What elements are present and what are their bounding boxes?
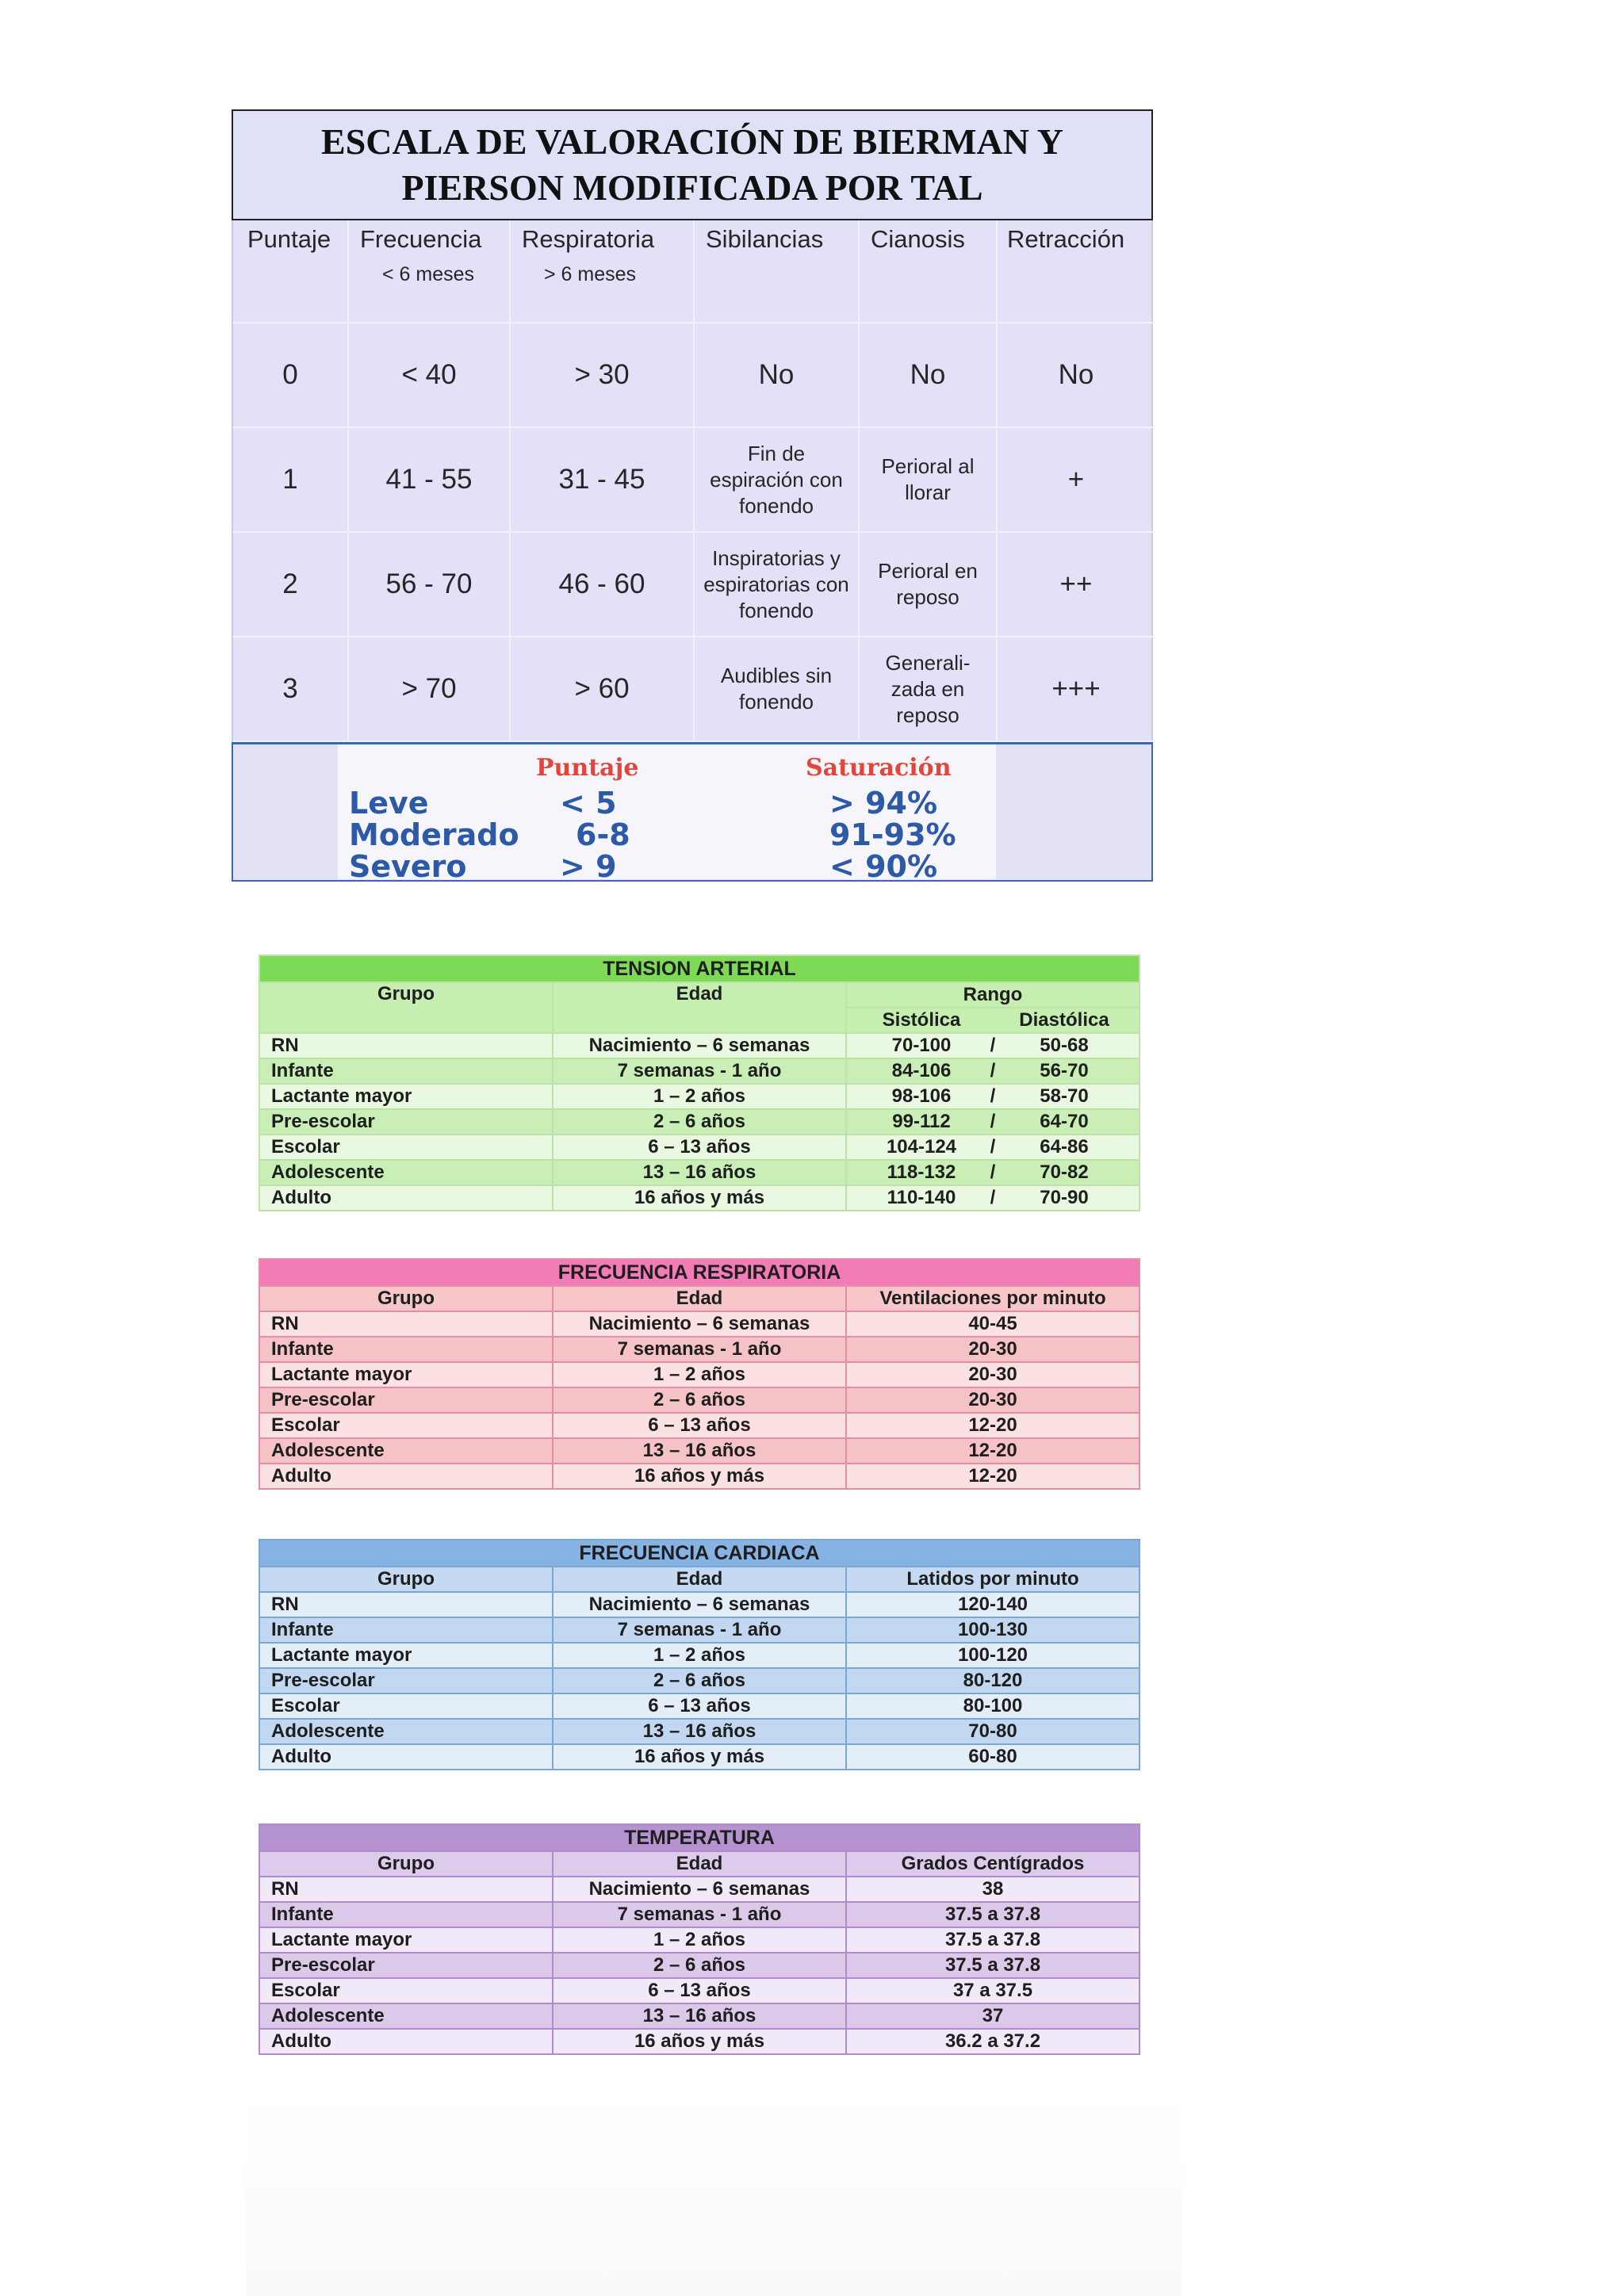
table-row <box>259 1362 1139 1387</box>
diastolic-value: 70-90 <box>1040 1187 1089 1208</box>
group-cell: RN <box>259 1592 553 1617</box>
age-cell: Nacimiento – 6 semanas <box>553 1033 846 1058</box>
cyanosis-cell: Perioral al llorar <box>860 428 998 533</box>
table-row <box>259 1617 1139 1643</box>
header-label: Cianosis <box>871 225 965 253</box>
header-label: Sibilancias <box>706 225 824 253</box>
systolic-value: 98-106 <box>891 1085 952 1107</box>
header-diastolic: Diastólica <box>1019 1009 1109 1031</box>
group-cell: Pre-escolar <box>259 1109 553 1135</box>
range-separator: / <box>990 1085 996 1107</box>
systolic-value: 99-112 <box>892 1111 951 1132</box>
retraction-cell: No <box>998 323 1155 428</box>
age-cell: 1 – 2 años <box>553 1927 846 1953</box>
range-separator: / <box>990 1111 996 1132</box>
score-cell: 1 <box>233 428 349 533</box>
table-row <box>259 1033 1139 1058</box>
severity-saturation: < 90% <box>829 849 938 884</box>
systolic-value: 118-132 <box>887 1161 956 1183</box>
age-cell: Nacimiento – 6 semanas <box>553 1877 846 1902</box>
severity-score-header: Puntaje <box>536 754 639 782</box>
group-cell: Escolar <box>259 1693 553 1719</box>
group-cell: Infante <box>259 1902 553 1927</box>
table-row <box>259 2029 1139 2054</box>
column-header-group: Grupo <box>259 1567 553 1592</box>
range-cell <box>846 1084 1139 1109</box>
group-cell: Escolar <box>259 1135 553 1160</box>
value-cell: 80-100 <box>846 1693 1139 1719</box>
value-cell: 12-20 <box>846 1438 1139 1464</box>
range-cell <box>846 1058 1139 1084</box>
diastolic-value: 64-70 <box>1040 1111 1089 1132</box>
wheezing-cell: Audibles sin fonendo <box>695 637 860 742</box>
table-row <box>259 1160 1139 1185</box>
header-respiratoria <box>511 220 695 323</box>
score-cell: 3 <box>233 637 349 742</box>
diastolic-value: 64-86 <box>1040 1136 1089 1158</box>
table-title: FRECUENCIA RESPIRATORIA <box>259 1259 1139 1286</box>
diastolic-value: 50-68 <box>1040 1035 1089 1056</box>
column-header-group: Grupo <box>259 1286 553 1311</box>
severity-level: Moderado <box>349 817 519 852</box>
column-header-range: Rango <box>846 982 1139 1008</box>
table-row <box>259 1978 1139 2003</box>
header-text: Grupo <box>377 983 435 1004</box>
rate-over-6m-cell: > 60 <box>511 637 695 742</box>
age-cell: 1 – 2 años <box>553 1362 846 1387</box>
range-cell <box>846 1109 1139 1135</box>
group-cell: Escolar <box>259 1978 553 2003</box>
header-label: Frecuencia <box>360 225 482 253</box>
group-cell: Escolar <box>259 1413 553 1438</box>
heart-rate-table <box>259 1539 1140 1770</box>
age-cell: 6 – 13 años <box>553 1135 846 1160</box>
wheezing-cell: Inspiratorias y espiratorias con fonendo <box>695 533 860 637</box>
table-row <box>259 1464 1139 1489</box>
retraction-cell: +++ <box>998 637 1155 742</box>
range-separator: / <box>990 1161 996 1183</box>
table-row <box>259 1185 1139 1211</box>
page-footer-area <box>246 2093 1182 2296</box>
rate-over-6m-cell: > 30 <box>511 323 695 428</box>
value-cell: 60-80 <box>846 1744 1139 1770</box>
temperature-table <box>259 1823 1140 2055</box>
table-row <box>259 1135 1139 1160</box>
age-cell: Nacimiento – 6 semanas <box>553 1592 846 1617</box>
group-cell: Pre-escolar <box>259 1953 553 1978</box>
table-row <box>259 1438 1139 1464</box>
header-retraccion <box>998 220 1155 323</box>
header-sublabel: > 6 meses <box>544 263 637 285</box>
blood-pressure-table <box>259 955 1140 1211</box>
cyanosis-cell: No <box>860 323 998 428</box>
column-header-range-sub <box>846 1008 1139 1033</box>
table-row <box>259 1413 1139 1438</box>
severity-row <box>338 786 996 821</box>
table-row <box>259 1927 1139 1953</box>
column-header-age: Edad <box>553 1286 846 1311</box>
tal-scale-grid <box>232 220 1153 742</box>
wheezing-cell: Fin de espiración con fonendo <box>695 428 860 533</box>
rate-under-6m-cell: 41 - 55 <box>349 428 511 533</box>
age-cell: 7 semanas - 1 año <box>553 1337 846 1362</box>
column-header-age <box>553 982 846 1033</box>
group-cell: Infante <box>259 1337 553 1362</box>
age-cell: 13 – 16 años <box>553 1438 846 1464</box>
age-cell: 7 semanas - 1 año <box>553 1617 846 1643</box>
header-systolic: Sistólica <box>882 1009 961 1031</box>
table-title: TENSION ARTERIAL <box>259 955 1139 982</box>
header-cianosis <box>860 220 998 323</box>
column-header-value: Latidos por minuto <box>846 1567 1139 1592</box>
diastolic-value: 56-70 <box>1040 1060 1089 1081</box>
severity-row <box>338 849 996 884</box>
group-cell: RN <box>259 1033 553 1058</box>
severity-saturation: 91-93% <box>829 817 956 852</box>
group-cell: Lactante mayor <box>259 1643 553 1668</box>
table-row <box>259 1902 1139 1927</box>
group-cell: Adolescente <box>259 1160 553 1185</box>
age-cell: 13 – 16 años <box>553 1160 846 1185</box>
group-cell: Adulto <box>259 1185 553 1211</box>
systolic-value: 104-124 <box>886 1136 957 1158</box>
range-cell <box>846 1185 1139 1211</box>
table-row <box>259 1643 1139 1668</box>
header-puntaje <box>233 220 349 323</box>
group-cell: Pre-escolar <box>259 1668 553 1693</box>
range-cell <box>846 1160 1139 1185</box>
value-cell: 20-30 <box>846 1337 1139 1362</box>
age-cell: 2 – 6 años <box>553 1387 846 1413</box>
column-header-age: Edad <box>553 1567 846 1592</box>
value-cell: 100-130 <box>846 1617 1139 1643</box>
table-row <box>259 1877 1139 1902</box>
age-cell: 2 – 6 años <box>553 1953 846 1978</box>
value-cell: 120-140 <box>846 1592 1139 1617</box>
diastolic-value: 58-70 <box>1040 1085 1089 1107</box>
value-cell: 38 <box>846 1877 1139 1902</box>
age-cell: 16 años y más <box>553 2029 846 2054</box>
tal-scale-table <box>232 109 1153 882</box>
diastolic-value: 70-82 <box>1040 1161 1089 1183</box>
cyanosis-cell: Perioral en reposo <box>860 533 998 637</box>
header-frecuencia <box>349 220 511 323</box>
header-sublabel: < 6 meses <box>382 263 475 285</box>
group-cell: Adulto <box>259 1744 553 1770</box>
age-cell: 16 años y más <box>553 1744 846 1770</box>
value-cell: 37 a 37.5 <box>846 1978 1139 2003</box>
severity-legend-panel <box>338 744 996 884</box>
range-separator: / <box>990 1136 996 1158</box>
value-cell: 12-20 <box>846 1413 1139 1438</box>
table-row <box>259 1387 1139 1413</box>
group-cell: Pre-escolar <box>259 1387 553 1413</box>
age-cell: 16 años y más <box>553 1185 846 1211</box>
group-cell: Adulto <box>259 1464 553 1489</box>
value-cell: 20-30 <box>846 1387 1139 1413</box>
score-cell: 0 <box>233 323 349 428</box>
group-cell: Lactante mayor <box>259 1084 553 1109</box>
group-cell: RN <box>259 1877 553 1902</box>
column-header-age: Edad <box>553 1851 846 1877</box>
severity-saturation: > 94% <box>829 786 938 821</box>
value-cell: 37 <box>846 2003 1139 2029</box>
age-cell: 2 – 6 años <box>553 1109 846 1135</box>
severity-legend <box>232 742 1153 882</box>
value-cell: 70-80 <box>846 1719 1139 1744</box>
table-row <box>259 1337 1139 1362</box>
rate-under-6m-cell: < 40 <box>349 323 511 428</box>
group-cell: Infante <box>259 1617 553 1643</box>
age-cell: Nacimiento – 6 semanas <box>553 1311 846 1337</box>
header-sibilancias <box>695 220 860 323</box>
value-cell: 37.5 a 37.8 <box>846 1953 1139 1978</box>
column-header-value: Grados Centígrados <box>846 1851 1139 1877</box>
systolic-value: 110-140 <box>887 1187 956 1208</box>
severity-score: > 9 <box>560 849 617 884</box>
systolic-value: 70-100 <box>891 1035 952 1056</box>
column-header-group <box>259 982 553 1033</box>
table-title: TEMPERATURA <box>259 1824 1139 1851</box>
range-separator: / <box>990 1035 996 1056</box>
group-cell: RN <box>259 1311 553 1337</box>
table-title: FRECUENCIA CARDIACA <box>259 1540 1139 1567</box>
value-cell: 12-20 <box>846 1464 1139 1489</box>
group-cell: Adolescente <box>259 1719 553 1744</box>
severity-level: Leve <box>349 786 429 821</box>
age-cell: 6 – 13 años <box>553 1978 846 2003</box>
severity-saturation-header: Saturación <box>806 754 952 782</box>
age-cell: 13 – 16 años <box>553 2003 846 2029</box>
severity-level: Severo <box>349 849 467 884</box>
value-cell: 80-120 <box>846 1668 1139 1693</box>
table-row <box>259 1744 1139 1770</box>
retraction-cell: + <box>998 428 1155 533</box>
value-cell: 40-45 <box>846 1311 1139 1337</box>
age-cell: 6 – 13 años <box>553 1693 846 1719</box>
table-row <box>259 1311 1139 1337</box>
range-separator: / <box>990 1060 996 1081</box>
age-cell: 16 años y más <box>553 1464 846 1489</box>
rate-over-6m-cell: 31 - 45 <box>511 428 695 533</box>
range-separator: / <box>990 1187 996 1208</box>
header-label: Respiratoria <box>522 225 655 253</box>
age-cell: 7 semanas - 1 año <box>553 1902 846 1927</box>
rate-under-6m-cell: 56 - 70 <box>349 533 511 637</box>
cyanosis-cell: Generali- zada en reposo <box>860 637 998 742</box>
age-cell: 1 – 2 años <box>553 1084 846 1109</box>
table-row <box>259 1058 1139 1084</box>
age-cell: 6 – 13 años <box>553 1413 846 1438</box>
retraction-cell: ++ <box>998 533 1155 637</box>
group-cell: Lactante mayor <box>259 1927 553 1953</box>
tal-scale-title: ESCALA DE VALORACIÓN DE BIERMAN Y PIERSON MODIFICADA POR TAL <box>232 109 1153 220</box>
value-cell: 100-120 <box>846 1643 1139 1668</box>
group-cell: Adulto <box>259 2029 553 2054</box>
value-cell: 37.5 a 37.8 <box>846 1902 1139 1927</box>
age-cell: 13 – 16 años <box>553 1719 846 1744</box>
range-cell <box>846 1135 1139 1160</box>
rate-over-6m-cell: 46 - 60 <box>511 533 695 637</box>
age-cell: 2 – 6 años <box>553 1668 846 1693</box>
table-row <box>259 1719 1139 1744</box>
rate-under-6m-cell: > 70 <box>349 637 511 742</box>
table-row <box>259 1084 1139 1109</box>
table-row <box>259 2003 1139 2029</box>
range-cell <box>846 1033 1139 1058</box>
value-cell: 20-30 <box>846 1362 1139 1387</box>
group-cell: Adolescente <box>259 2003 553 2029</box>
header-label: Retracción <box>1007 225 1125 253</box>
severity-score: 6-8 <box>576 817 630 852</box>
group-cell: Infante <box>259 1058 553 1084</box>
table-row <box>259 1953 1139 1978</box>
age-cell: 7 semanas - 1 año <box>553 1058 846 1084</box>
table-row <box>259 1592 1139 1617</box>
table-row <box>259 1109 1139 1135</box>
value-cell: 36.2 a 37.2 <box>846 2029 1139 2054</box>
header-label: Puntaje <box>247 225 331 253</box>
table-row <box>259 1668 1139 1693</box>
severity-score: < 5 <box>560 786 617 821</box>
column-header-group: Grupo <box>259 1851 553 1877</box>
wheezing-cell: No <box>695 323 860 428</box>
systolic-value: 84-106 <box>891 1060 952 1081</box>
table-row <box>259 1693 1139 1719</box>
group-cell: Adolescente <box>259 1438 553 1464</box>
age-cell: 1 – 2 años <box>553 1643 846 1668</box>
severity-row <box>338 817 996 852</box>
header-text: Edad <box>676 983 723 1004</box>
respiratory-rate-table <box>259 1258 1140 1490</box>
value-cell: 37.5 a 37.8 <box>846 1927 1139 1953</box>
column-header-value: Ventilaciones por minuto <box>846 1286 1139 1311</box>
group-cell: Lactante mayor <box>259 1362 553 1387</box>
score-cell: 2 <box>233 533 349 637</box>
